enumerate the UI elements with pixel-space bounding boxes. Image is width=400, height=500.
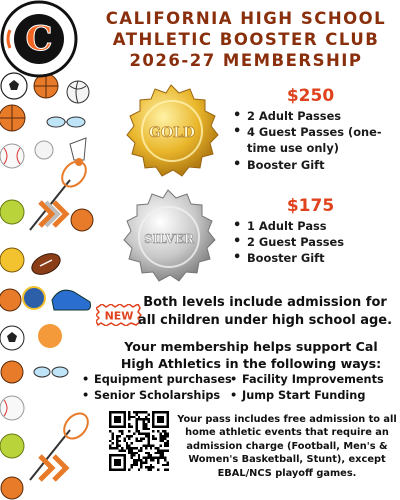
baseball-icon [0, 396, 24, 420]
list-item: • 4 Guest Passes (one-time use only) [233, 124, 398, 156]
pompom-icon [38, 324, 62, 348]
gold-price: $250 [286, 86, 335, 106]
soccer-ball-icon [0, 326, 24, 350]
silver-price: $175 [286, 196, 335, 216]
list-item: • 1 Adult Pass [233, 218, 398, 234]
gold-medal-icon [116, 83, 226, 183]
gold-medal-label: GOLD [148, 125, 196, 141]
swim-goggles-icon [47, 117, 85, 127]
golf-ball-icon [35, 141, 53, 159]
silver-medal-icon [112, 188, 224, 290]
both-levels-note: Both levels include admission for all children under high school age. [137, 295, 393, 328]
basketball-icon [1, 477, 23, 499]
page-title [96, 8, 396, 71]
svg-text:C: C [25, 19, 53, 59]
baseball-icon [0, 144, 24, 168]
support-heading: Your membership helps support Cal High Athletics in the following ways: [120, 339, 382, 371]
title-line-school: CALIFORNIA HIGH SCHOOL [105, 9, 387, 28]
volleyball-icon [67, 81, 89, 103]
list-item: • Facility Improvements [230, 372, 396, 388]
football-icon [29, 250, 64, 279]
tennis-ball-icon [0, 434, 24, 458]
list-item: • 2 Adult Passes [233, 108, 398, 124]
volleyball-icon [0, 248, 24, 272]
list-item: • Senior Scholarships [82, 388, 230, 404]
volleyball-icon [23, 287, 45, 309]
silver-medal-label: SILVER [144, 232, 194, 246]
swim-goggles-icon [34, 367, 68, 377]
logo-mark-icon [40, 456, 66, 480]
list-item: • Booster Gift [233, 250, 398, 266]
silver-tier [233, 196, 398, 267]
booster-club-logo [0, 0, 78, 78]
title-line-club: ATHLETIC BOOSTER CLUB [112, 30, 380, 49]
gold-tier [233, 86, 398, 173]
qr-code-icon[interactable] [109, 411, 169, 471]
silver-benefits-list [233, 218, 398, 267]
basketball-icon [0, 289, 21, 311]
basketball-icon [1, 361, 23, 383]
basketball-icon [71, 209, 93, 231]
list-item: • Booster Gift [233, 157, 398, 173]
list-item: • Jump Start Funding [230, 388, 396, 404]
tennis-ball-icon [0, 200, 24, 224]
support-list [82, 372, 400, 404]
list-item: • 2 Guest Passes [233, 234, 398, 250]
sneaker-icon [52, 290, 91, 310]
gold-benefits-list [233, 108, 398, 173]
title-line-membership: 2026-27 MEMBERSHIP [129, 51, 363, 70]
basketball-icon [0, 105, 25, 131]
new-badge-label: NEW [104, 309, 134, 323]
list-item: • Equipment purchases [82, 372, 230, 388]
pass-info: Your pass includes free admission to all home athletic events that require an admission charge (Football, Men's & Women's Basketball, Stunt), except EBAL/NCS playoff games. [177, 414, 397, 479]
